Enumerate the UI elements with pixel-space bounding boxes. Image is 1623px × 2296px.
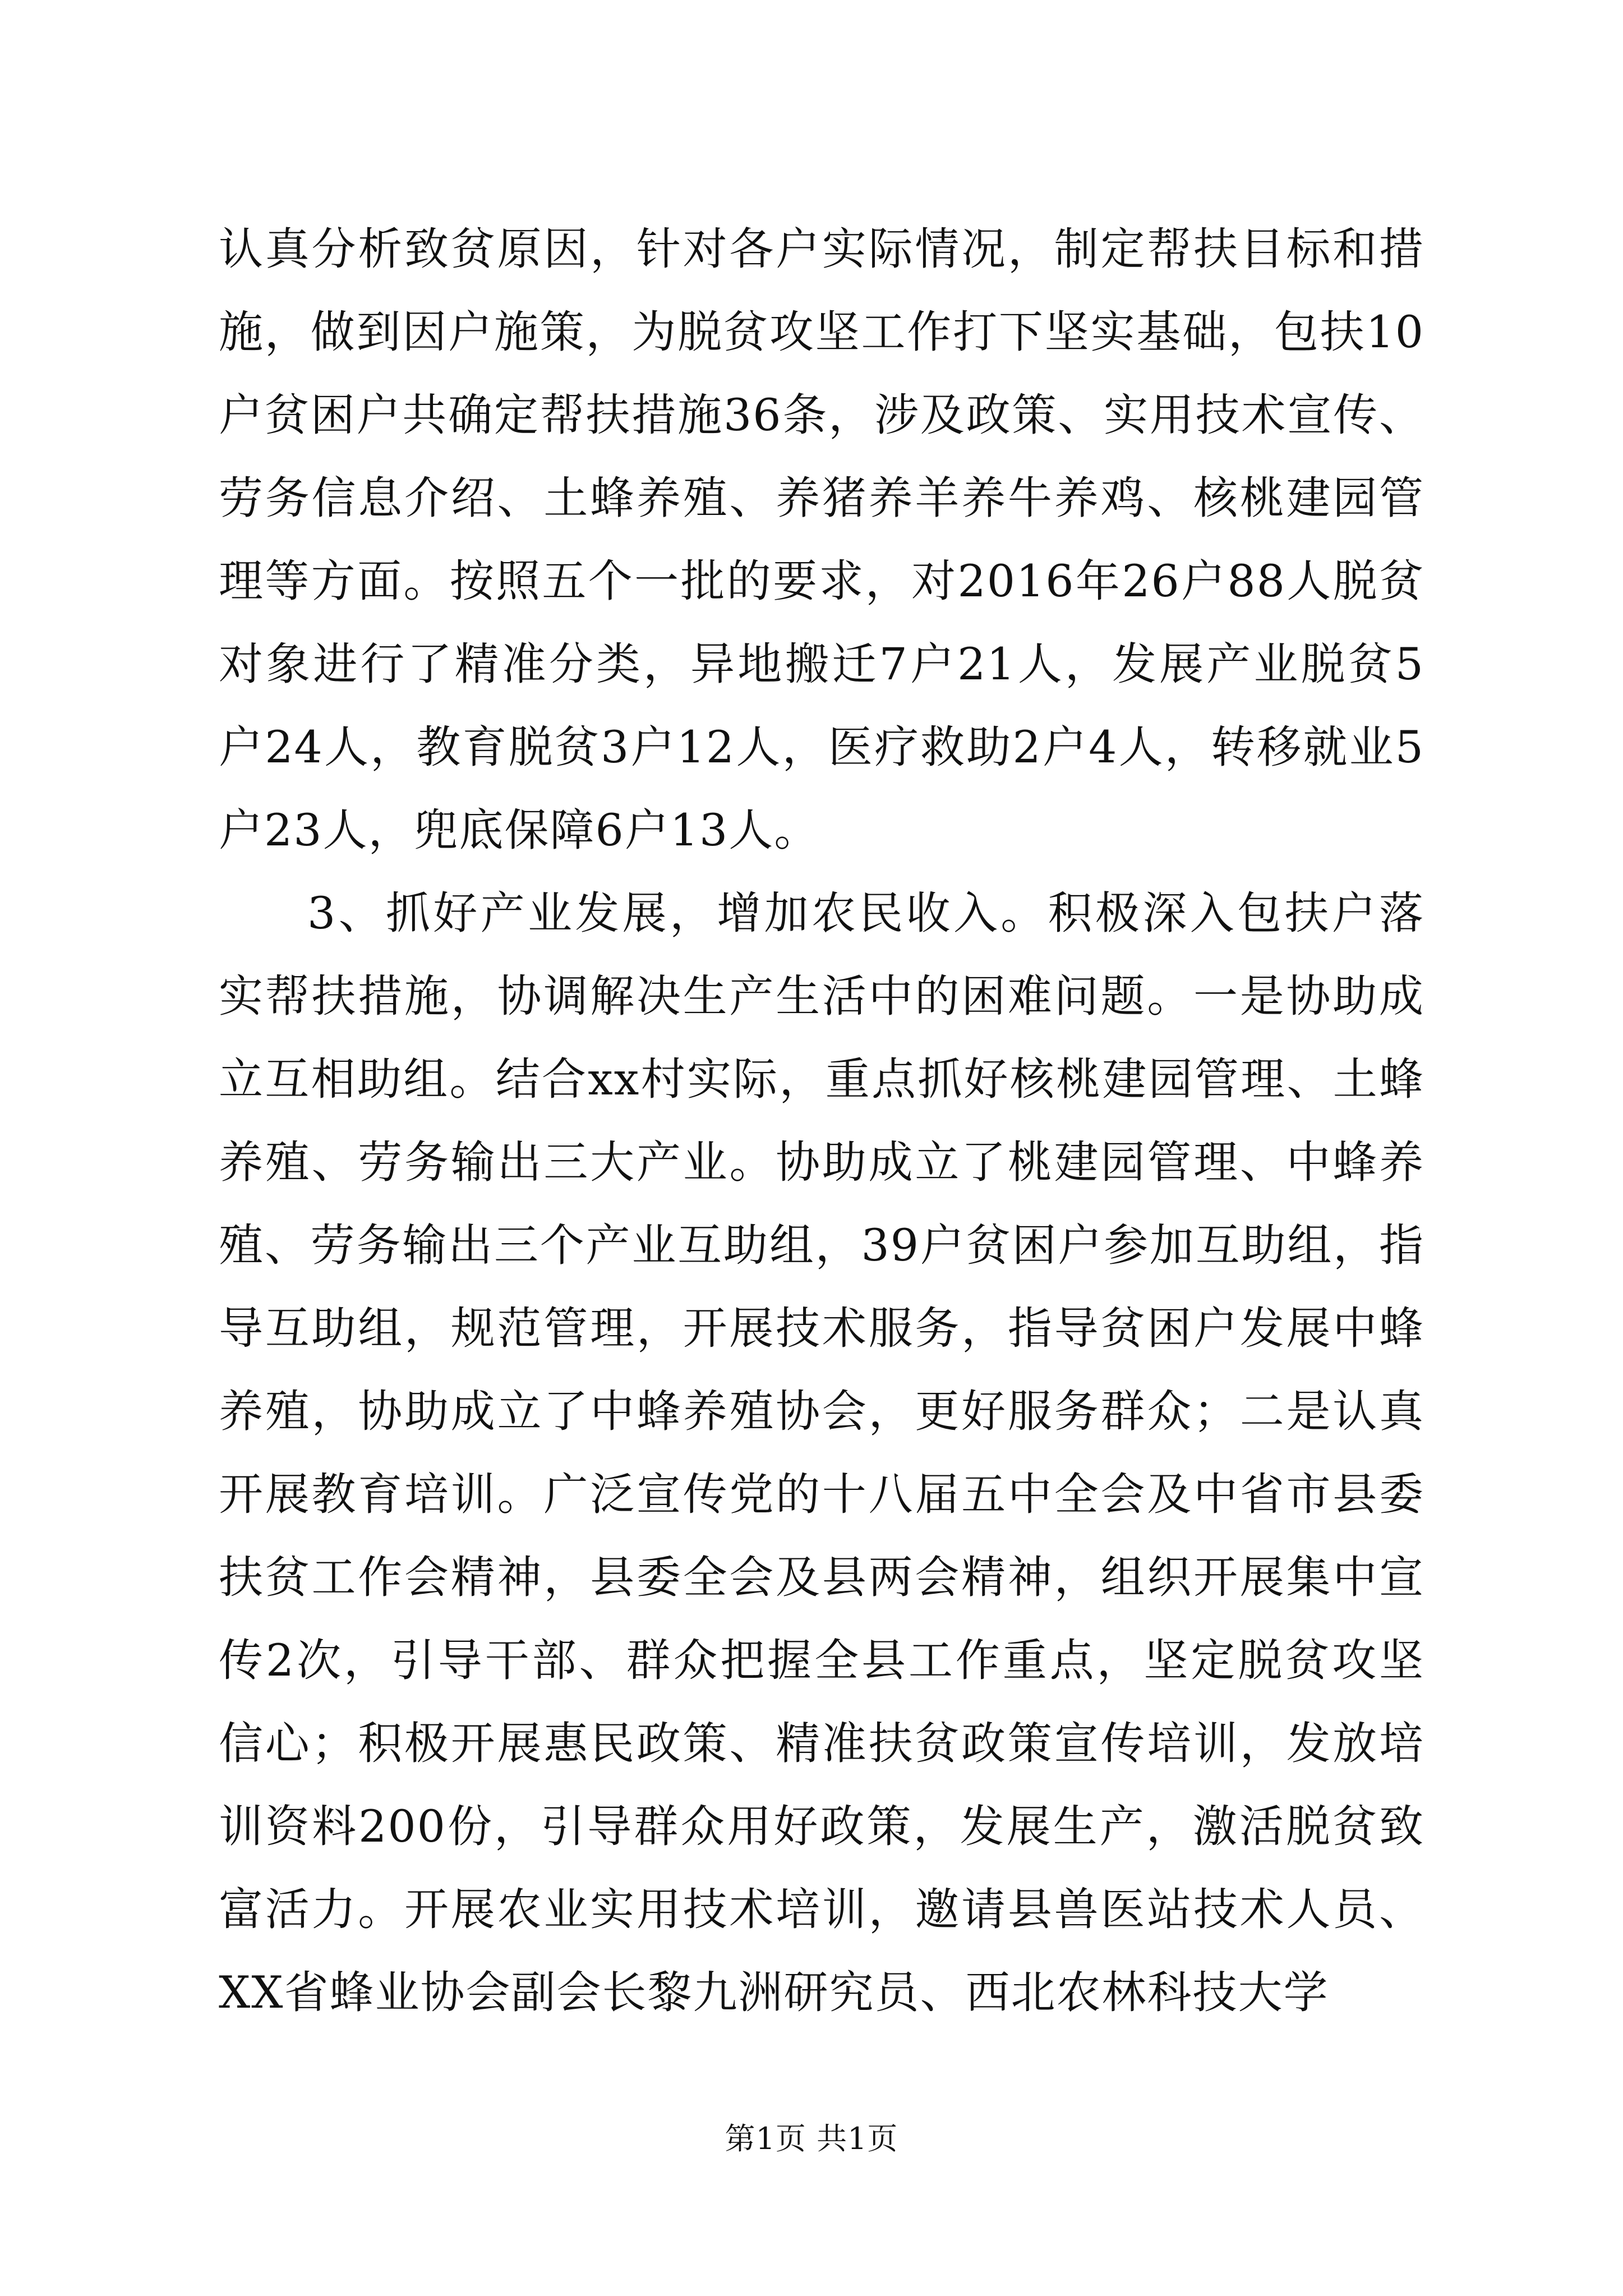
paragraph-industry-development: 3、抓好产业发展，增加农民收入。积极深入包扶户落实帮扶措施，协调解决生产生活中的困难问题。一是协助成立互相助组。结合xx村实际，重点抓好核桃建园管理、土蜂养殖、劳务输出三大产业。协助成立了桃建园管理、中蜂养殖、劳务输出三个产业互助组，39户贫困户参加互助组，指导互助组，规范管理，开展技术服务，指导贫困户发展中蜂养殖，协助成立了中蜂养殖协会，更好服务群众；二是认真开展教育培训。广泛宣传党的十八届五中全会及中省市县委扶贫工作会精神，县委全会及县两会精神，组织开展集中宣传2次，引导干部、群众把握全县工作重点，坚定脱贫攻坚信心；积极开展惠民政策、精准扶贫政策宣传培训，发放培训资料200份，引导群众用好政策，发展生产，激活脱贫致富活力。开展农业实用技术培训，邀请县兽医站技术人员、XX省蜂业协会副会长黎九洲研究员、西北农林科技大学	[219, 887, 1424, 2018]
paragraph-poverty-causes: 认真分析致贫原因，针对各户实际情况，制定帮扶目标和措施，做到因户施策，为脱贫攻坚工作打下坚实基础，包扶10户贫困户共确定帮扶措施36条，涉及政策、实用技术宣传、劳务信息介绍、土蜂养殖、养猪养羊养牛养鸡、核桃建园管理等方面。按照五个一批的要求，对2016年26户88人脱贫对象进行了精准分类，异地搬迁7户21人，发展产业脱贫5户24人，教育脱贫3户12人，医疗救助2户4人，转移就业5户23人，兜底保障6户13人。	[219, 223, 1424, 856]
document-body	[219, 208, 1424, 2034]
page-footer: 第1页 共1页	[725, 2121, 898, 2156]
